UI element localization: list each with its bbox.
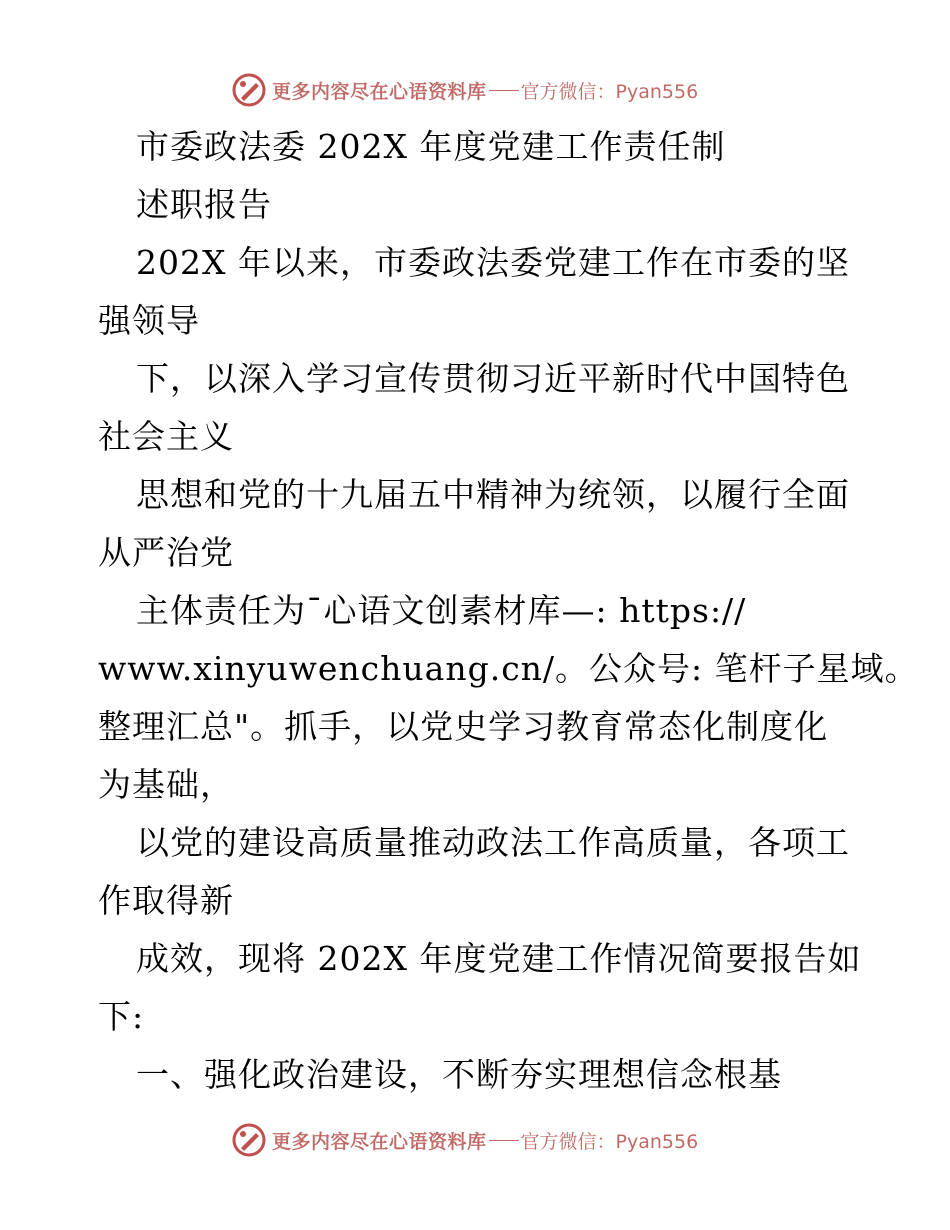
pen-logo-icon [232, 73, 266, 107]
watermark-main-text: 更多内容尽在心语资料库 [272, 80, 487, 103]
paragraph-line: 社会主义 [98, 417, 234, 456]
doc-title-line-2: 述职报告 [136, 185, 272, 224]
paragraph-line: 思想和党的十九届五中精神为统领，以履行全面 [136, 475, 850, 514]
watermark-main-text: 更多内容尽在心语资料库 [272, 1130, 487, 1153]
pen-logo-icon [232, 1123, 266, 1157]
section-heading: 一、强化政治建设，不断夯实理想信念根基 [136, 1055, 782, 1094]
paragraph-line: 202X 年以来，市委政法委党建工作在市委的坚 [136, 243, 850, 282]
paragraph-line: 以党的建设高质量推动政法工作高质量，各项工 [136, 823, 850, 862]
document-body [98, 118, 919, 1104]
header-watermark [232, 72, 698, 108]
footer-watermark [232, 1122, 698, 1158]
paragraph-line: 从严治党 [98, 533, 234, 572]
paragraph-line: 下: [98, 997, 145, 1036]
paragraph-line: 主体责任为¯心语文创素材库—: https:// [136, 591, 747, 630]
watermark-sub-text: 官方微信：Pyan556 [520, 80, 699, 103]
paragraph-line: 整理汇总"。抓手，以党史学习教育常态化制度化 [98, 707, 829, 746]
paragraph-line: 下，以深入学习宣传贯彻习近平新时代中国特色 [136, 359, 850, 398]
paragraph-line: 成效，现将 202X 年度党建工作情况简要报告如 [136, 939, 862, 978]
doc-title-line-1: 市委政法委 202X 年度党建工作责任制 [136, 127, 726, 166]
watermark-dash [489, 90, 519, 91]
watermark-dash [489, 1140, 519, 1141]
paragraph-line: www.xinyuwenchuang.cn/。公众号: 笔杆子星域。 [98, 649, 919, 688]
paragraph-line: 作取得新 [98, 881, 234, 920]
watermark-sub-text: 官方微信：Pyan556 [520, 1130, 699, 1153]
paragraph-line: 强领导 [98, 301, 200, 340]
paragraph-line: 为基础， [98, 765, 234, 804]
